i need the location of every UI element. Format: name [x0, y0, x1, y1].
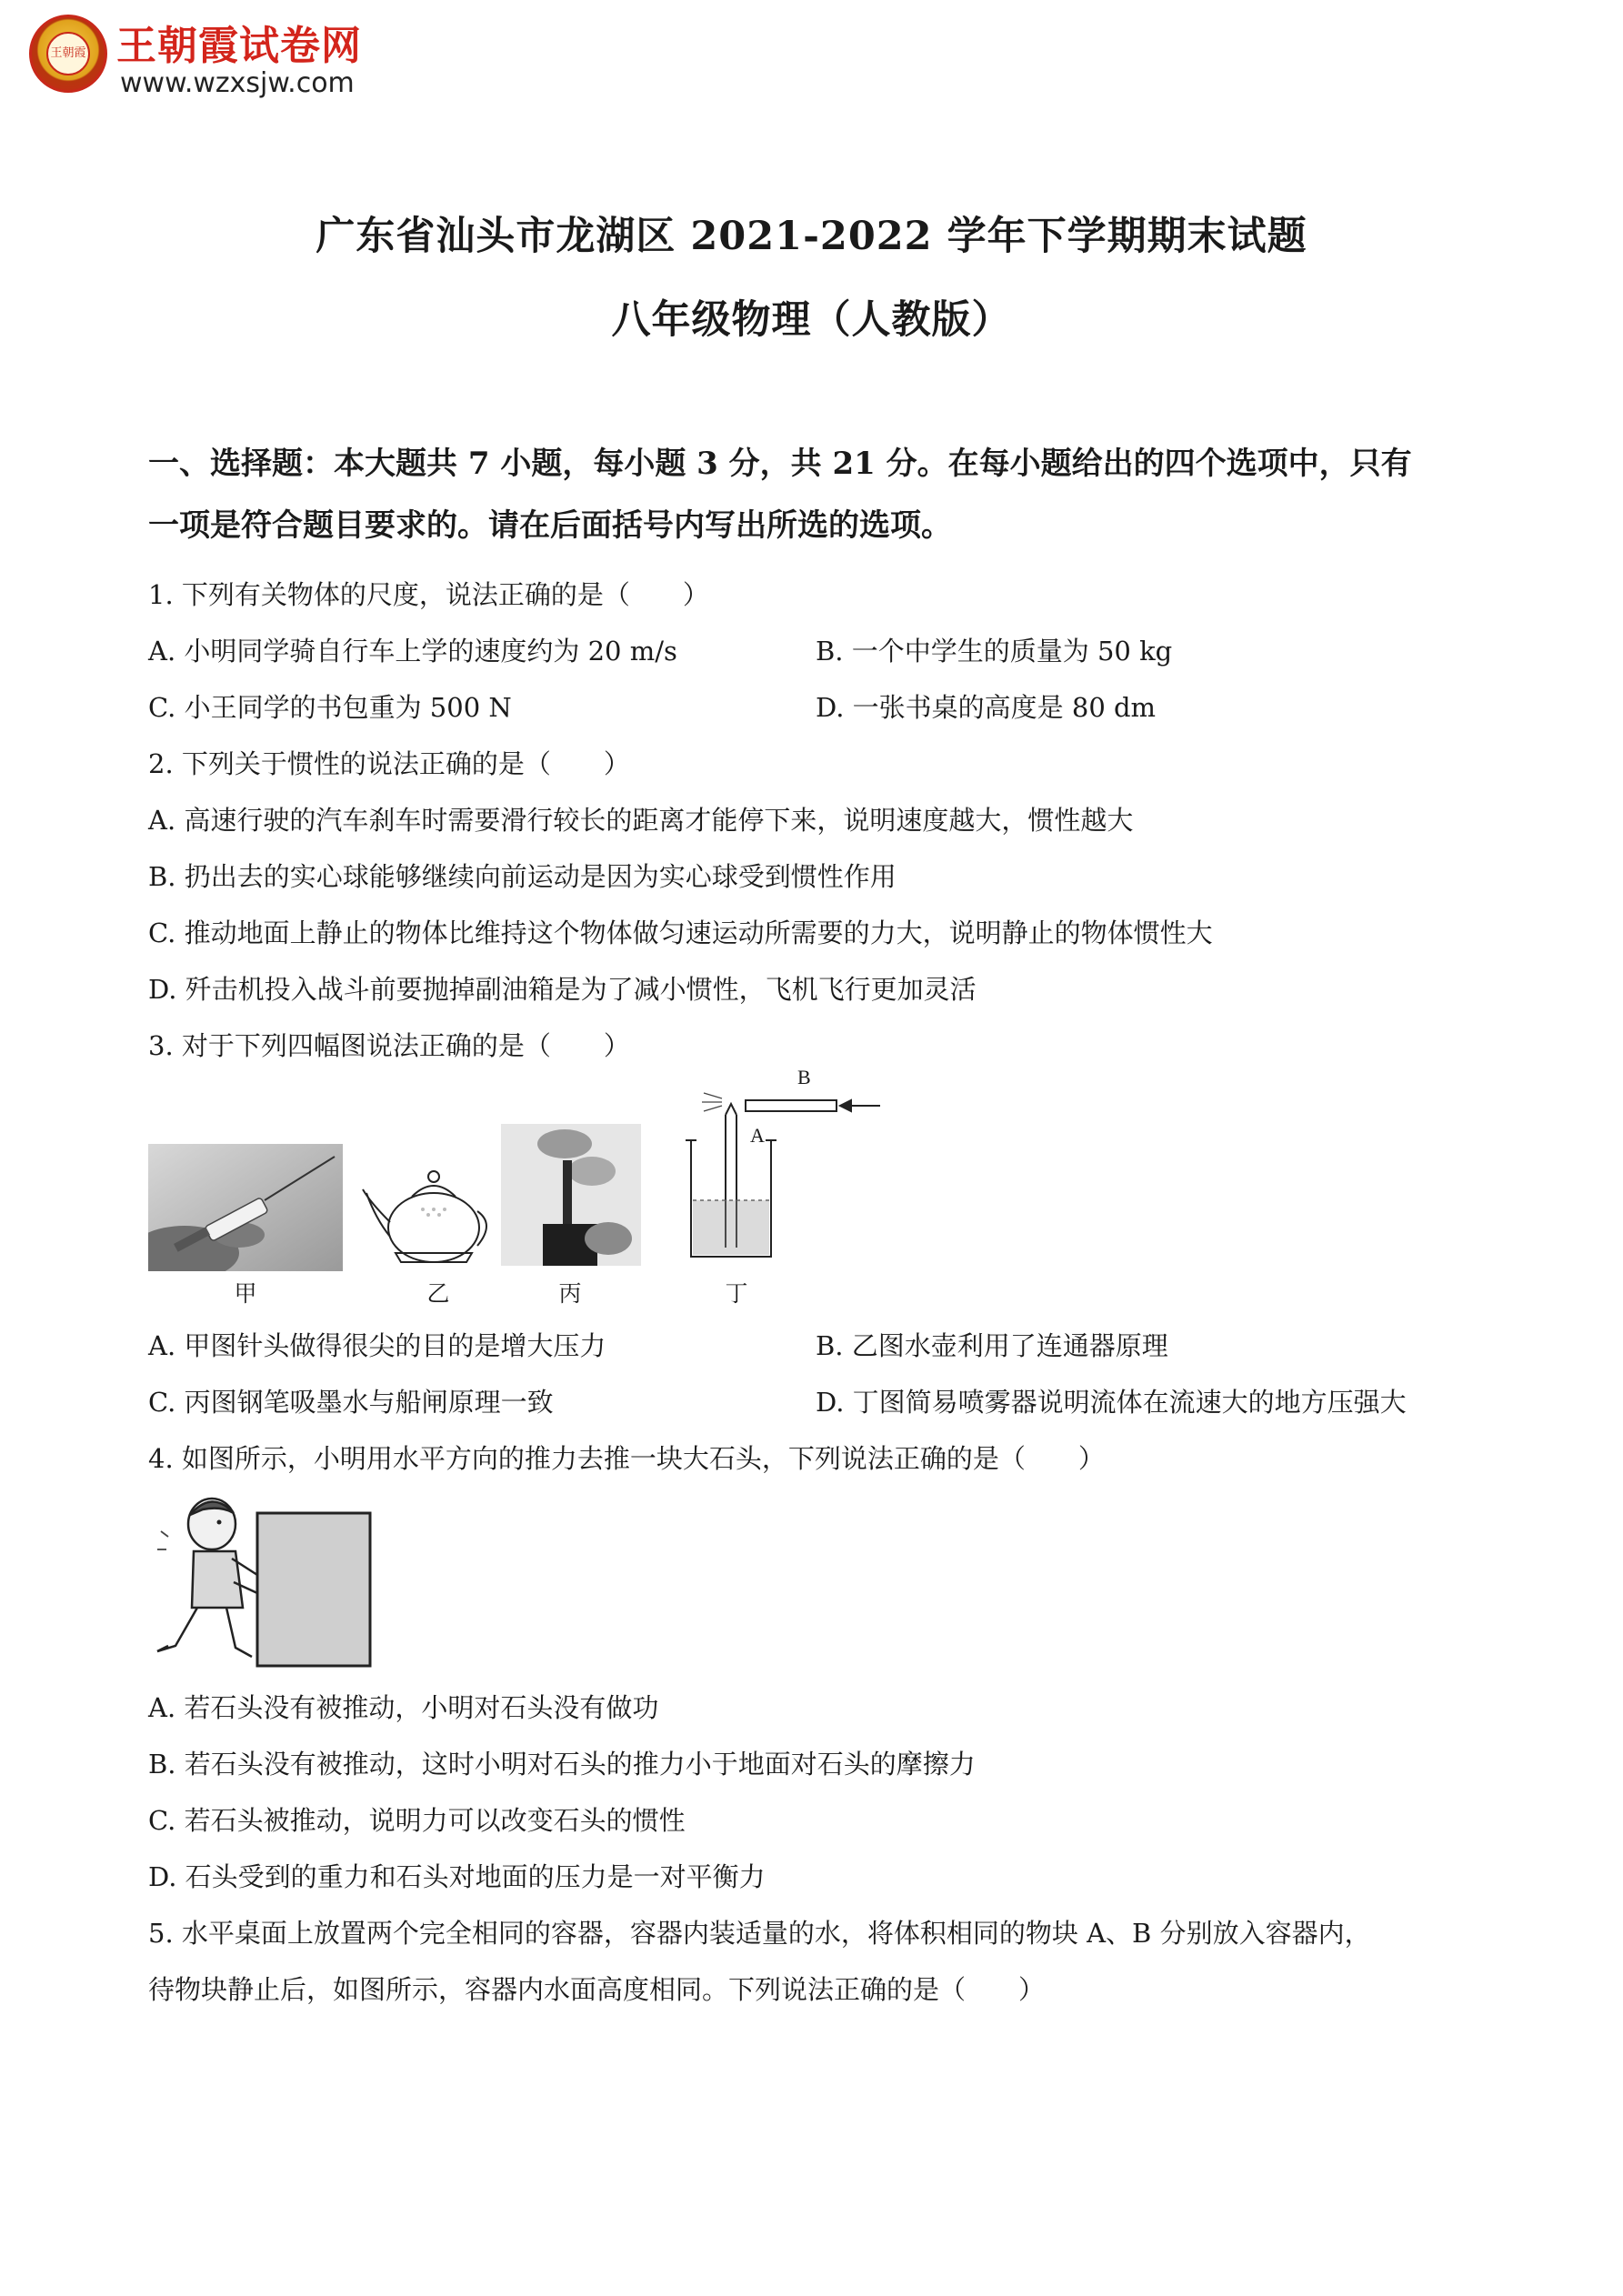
fig-label-jia: 甲	[234, 1280, 257, 1307]
exam-subtitle: 八年级物理（人教版）	[611, 297, 1012, 343]
sprayer-label-b: B	[797, 1066, 811, 1088]
q4-option-d: D. 石头受到的重力和石头对地面的压力是一对平衡力	[148, 1861, 766, 1892]
q3-option-d: D. 丁图简易喷雾器说明流体在流速大的地方压强大	[816, 1387, 1407, 1418]
section-heading	[148, 433, 1476, 556]
q5-stem-line2: 待物块静止后，如图所示，容器内水面高度相同。下列说法正确的是（ ）	[148, 1974, 1046, 2005]
sprayer-label-a: A	[750, 1124, 765, 1147]
exam-title: 广东省汕头市龙湖区 2021-2022 学年下学期期末试题	[316, 214, 1307, 259]
q1-option-b: B. 一个中学生的质量为 50 kg	[816, 636, 1173, 667]
q3-option-b: B. 乙图水壶利用了连通器原理	[816, 1330, 1168, 1361]
sprayer-figure	[673, 1075, 891, 1270]
q2-option-a: A. 高速行驶的汽车刹车时需要滑行较长的距离才能停下来，说明速度越大，惯性越大	[148, 805, 1134, 836]
site-logo[interactable]	[25, 11, 407, 102]
q4-option-c: C. 若石头被推动，说明力可以改变石头的惯性	[148, 1805, 686, 1836]
q2-option-d: D. 歼击机投入战斗前要抛掉副油箱是为了减小惯性，飞机飞行更加灵活	[148, 974, 977, 1005]
q4-option-b: B. 若石头没有被推动，这时小明对石头的推力小于地面对石头的摩擦力	[148, 1749, 976, 1780]
q3-option-a: A. 甲图针头做得很尖的目的是增大压力	[148, 1330, 606, 1361]
q1-option-a: A. 小明同学骑自行车上学的速度约为 20 m/s	[148, 636, 677, 667]
q1-option-d: D. 一张书桌的高度是 80 dm	[816, 692, 1157, 723]
q2-option-c: C. 推动地面上静止的物体比维持这个物体做匀速运动所需要的力大，说明静止的物体惯性大	[148, 917, 1213, 948]
syringe-figure	[148, 1144, 343, 1271]
teapot-figure	[359, 1155, 496, 1273]
fig-label-bing: 丙	[558, 1280, 582, 1307]
logo-seal-text: 王朝霞	[46, 32, 90, 75]
fig-label-yi: 乙	[426, 1280, 450, 1307]
q3-stem: 3. 对于下列四幅图说法正确的是（ ）	[148, 1030, 630, 1061]
section-heading-line2: 一项是符合题目要求的。请在后面括号内写出所选的选项。	[148, 507, 952, 544]
brand-url[interactable]: www.wzxsjw.com	[120, 67, 355, 99]
q4-stem: 4. 如图所示，小明用水平方向的推力去推一块大石头，下列说法正确的是（ ）	[148, 1443, 1105, 1474]
brand-name: 王朝霞试卷网	[116, 23, 362, 69]
q2-stem: 2. 下列关于惯性的说法正确的是（ ）	[148, 748, 630, 779]
q4-option-a: A. 若石头没有被推动，小明对石头没有做功	[148, 1692, 659, 1723]
q5-stem-line1: 5. 水平桌面上放置两个完全相同的容器，容器内装适量的水，将体积相同的物块 A、B 分别放入容器内，	[148, 1918, 1371, 1949]
pen-ink-figure	[501, 1124, 641, 1266]
q2-option-b: B. 扔出去的实心球能够继续向前运动是因为实心球受到惯性作用	[148, 861, 897, 892]
q1-stem: 1. 下列有关物体的尺度，说法正确的是（ ）	[148, 579, 709, 610]
q3-option-c: C. 丙图钢笔吸墨水与船闸原理一致	[148, 1387, 554, 1418]
section-heading-line1: 一、选择题：本大题共 7 小题，每小题 3 分，共 21 分。在每小题给出的四个选项中，只有	[148, 446, 1412, 482]
boy-pushing-stone-figure	[148, 1491, 385, 1673]
fig-label-ding: 丁	[725, 1280, 748, 1307]
logo-seal-icon	[29, 15, 107, 93]
q1-option-c: C. 小王同学的书包重为 500 N	[148, 692, 512, 723]
